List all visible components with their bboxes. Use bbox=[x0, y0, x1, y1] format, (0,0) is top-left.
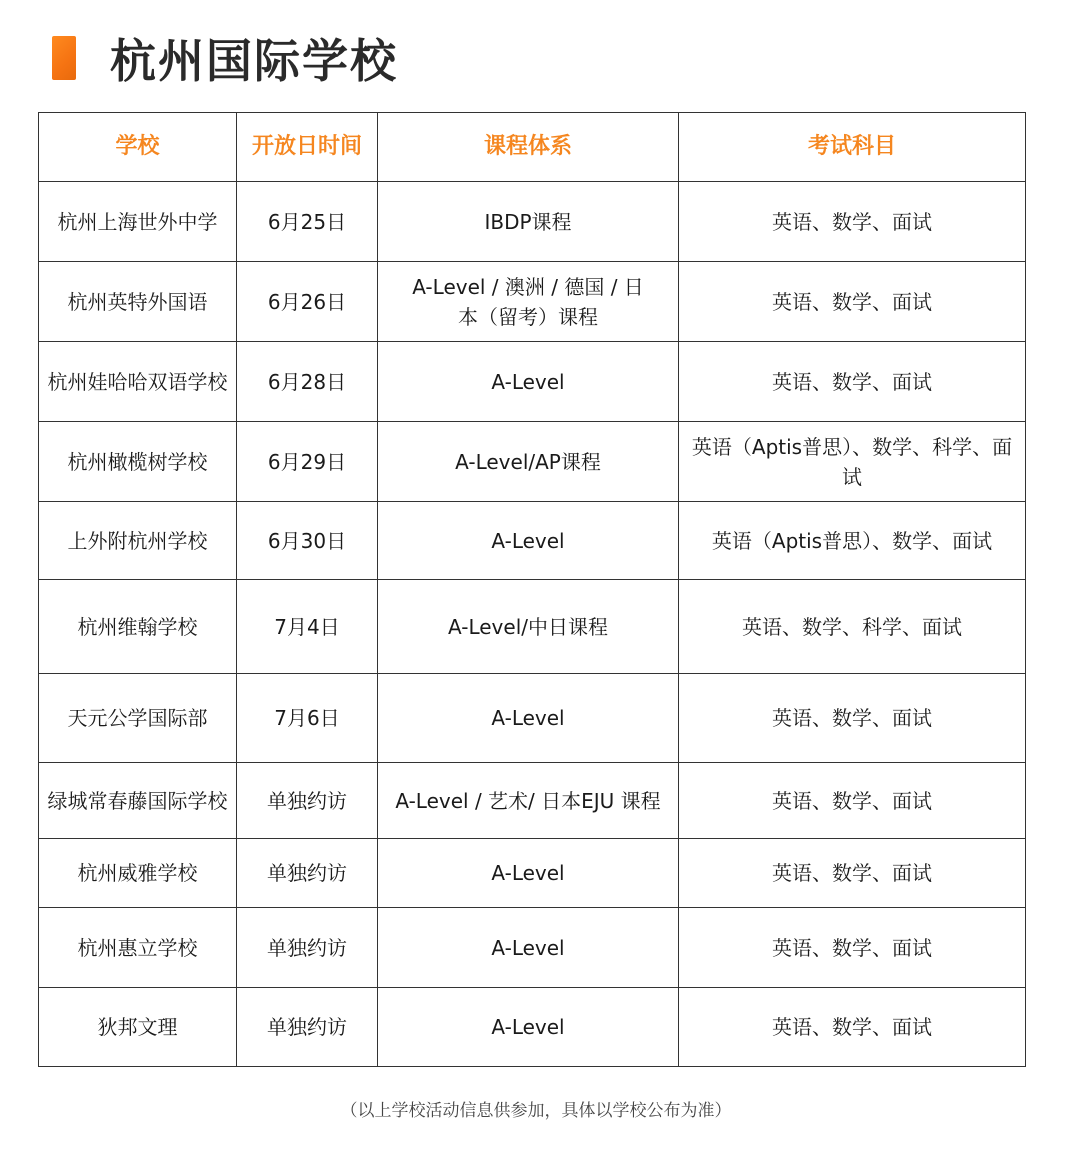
table-row bbox=[39, 839, 1026, 908]
cell-exams: 英语、数学、面试 bbox=[679, 988, 1026, 1067]
table-row bbox=[39, 988, 1026, 1067]
cell-curriculum: A-Level / 艺术/ 日本EJU 课程 bbox=[378, 763, 679, 839]
cell-curriculum: A-Level bbox=[378, 502, 679, 580]
cell-exams: 英语、数学、面试 bbox=[679, 182, 1026, 262]
cell-date: 单独约访 bbox=[237, 908, 378, 988]
cell-school: 杭州英特外国语 bbox=[39, 262, 237, 342]
cell-exams: 英语、数学、面试 bbox=[679, 839, 1026, 908]
cell-date: 单独约访 bbox=[237, 839, 378, 908]
cell-school: 上外附杭州学校 bbox=[39, 502, 237, 580]
cell-date: 6月28日 bbox=[237, 342, 378, 422]
cell-exams: 英语（Aptis普思）、数学、科学、面试 bbox=[679, 422, 1026, 502]
cell-date: 单独约访 bbox=[237, 988, 378, 1067]
cell-date: 7月6日 bbox=[237, 674, 378, 763]
cell-curriculum: A-Level bbox=[378, 342, 679, 422]
cell-exams: 英语、数学、面试 bbox=[679, 674, 1026, 763]
cell-date: 6月25日 bbox=[237, 182, 378, 262]
cell-date: 单独约访 bbox=[237, 763, 378, 839]
cell-school: 杭州上海世外中学 bbox=[39, 182, 237, 262]
cell-school: 绿城常春藤国际学校 bbox=[39, 763, 237, 839]
cell-school: 杭州维翰学校 bbox=[39, 580, 237, 674]
table-row bbox=[39, 422, 1026, 502]
table-row bbox=[39, 182, 1026, 262]
cell-curriculum: A-Level bbox=[378, 908, 679, 988]
page-header bbox=[52, 28, 398, 88]
page-title: 杭州国际学校 bbox=[110, 34, 398, 88]
table-row bbox=[39, 763, 1026, 839]
footnote-disclaimer: （以上学校活动信息供参加，具体以学校公布为准） bbox=[340, 1101, 732, 1121]
cell-exams: 英语、数学、面试 bbox=[679, 908, 1026, 988]
cell-date: 6月26日 bbox=[237, 262, 378, 342]
cell-school: 杭州惠立学校 bbox=[39, 908, 237, 988]
header-curriculum: 课程体系 bbox=[378, 113, 679, 182]
cell-exams: 英语、数学、面试 bbox=[679, 262, 1026, 342]
cell-school: 杭州威雅学校 bbox=[39, 839, 237, 908]
table-row bbox=[39, 674, 1026, 763]
table-row bbox=[39, 908, 1026, 988]
cell-date: 6月29日 bbox=[237, 422, 378, 502]
cell-curriculum: A-Level/中日课程 bbox=[378, 580, 679, 674]
table-header-row bbox=[39, 113, 1026, 182]
cell-curriculum: A-Level bbox=[378, 839, 679, 908]
table-row bbox=[39, 342, 1026, 422]
cell-school: 狄邦文理 bbox=[39, 988, 237, 1067]
header-exam-subjects: 考试科目 bbox=[679, 113, 1026, 182]
header-open-day: 开放日时间 bbox=[237, 113, 378, 182]
cell-curriculum: A-Level/AP课程 bbox=[378, 422, 679, 502]
cell-date: 6月30日 bbox=[237, 502, 378, 580]
cell-school: 天元公学国际部 bbox=[39, 674, 237, 763]
header-school: 学校 bbox=[39, 113, 237, 182]
table-row bbox=[39, 262, 1026, 342]
cell-curriculum: A-Level bbox=[378, 988, 679, 1067]
table-row bbox=[39, 580, 1026, 674]
cell-school: 杭州娃哈哈双语学校 bbox=[39, 342, 237, 422]
cell-exams: 英语、数学、面试 bbox=[679, 342, 1026, 422]
school-table bbox=[38, 112, 1026, 1067]
cell-curriculum: A-Level / 澳洲 / 德国 / 日本（留考）课程 bbox=[378, 262, 679, 342]
cell-school: 杭州橄榄树学校 bbox=[39, 422, 237, 502]
cell-exams: 英语（Aptis普思）、数学、面试 bbox=[679, 502, 1026, 580]
cell-exams: 英语、数学、面试 bbox=[679, 763, 1026, 839]
title-accent-bar bbox=[52, 36, 76, 80]
cell-curriculum: A-Level bbox=[378, 674, 679, 763]
cell-curriculum: IBDP课程 bbox=[378, 182, 679, 262]
cell-exams: 英语、数学、科学、面试 bbox=[679, 580, 1026, 674]
cell-date: 7月4日 bbox=[237, 580, 378, 674]
table-row bbox=[39, 502, 1026, 580]
